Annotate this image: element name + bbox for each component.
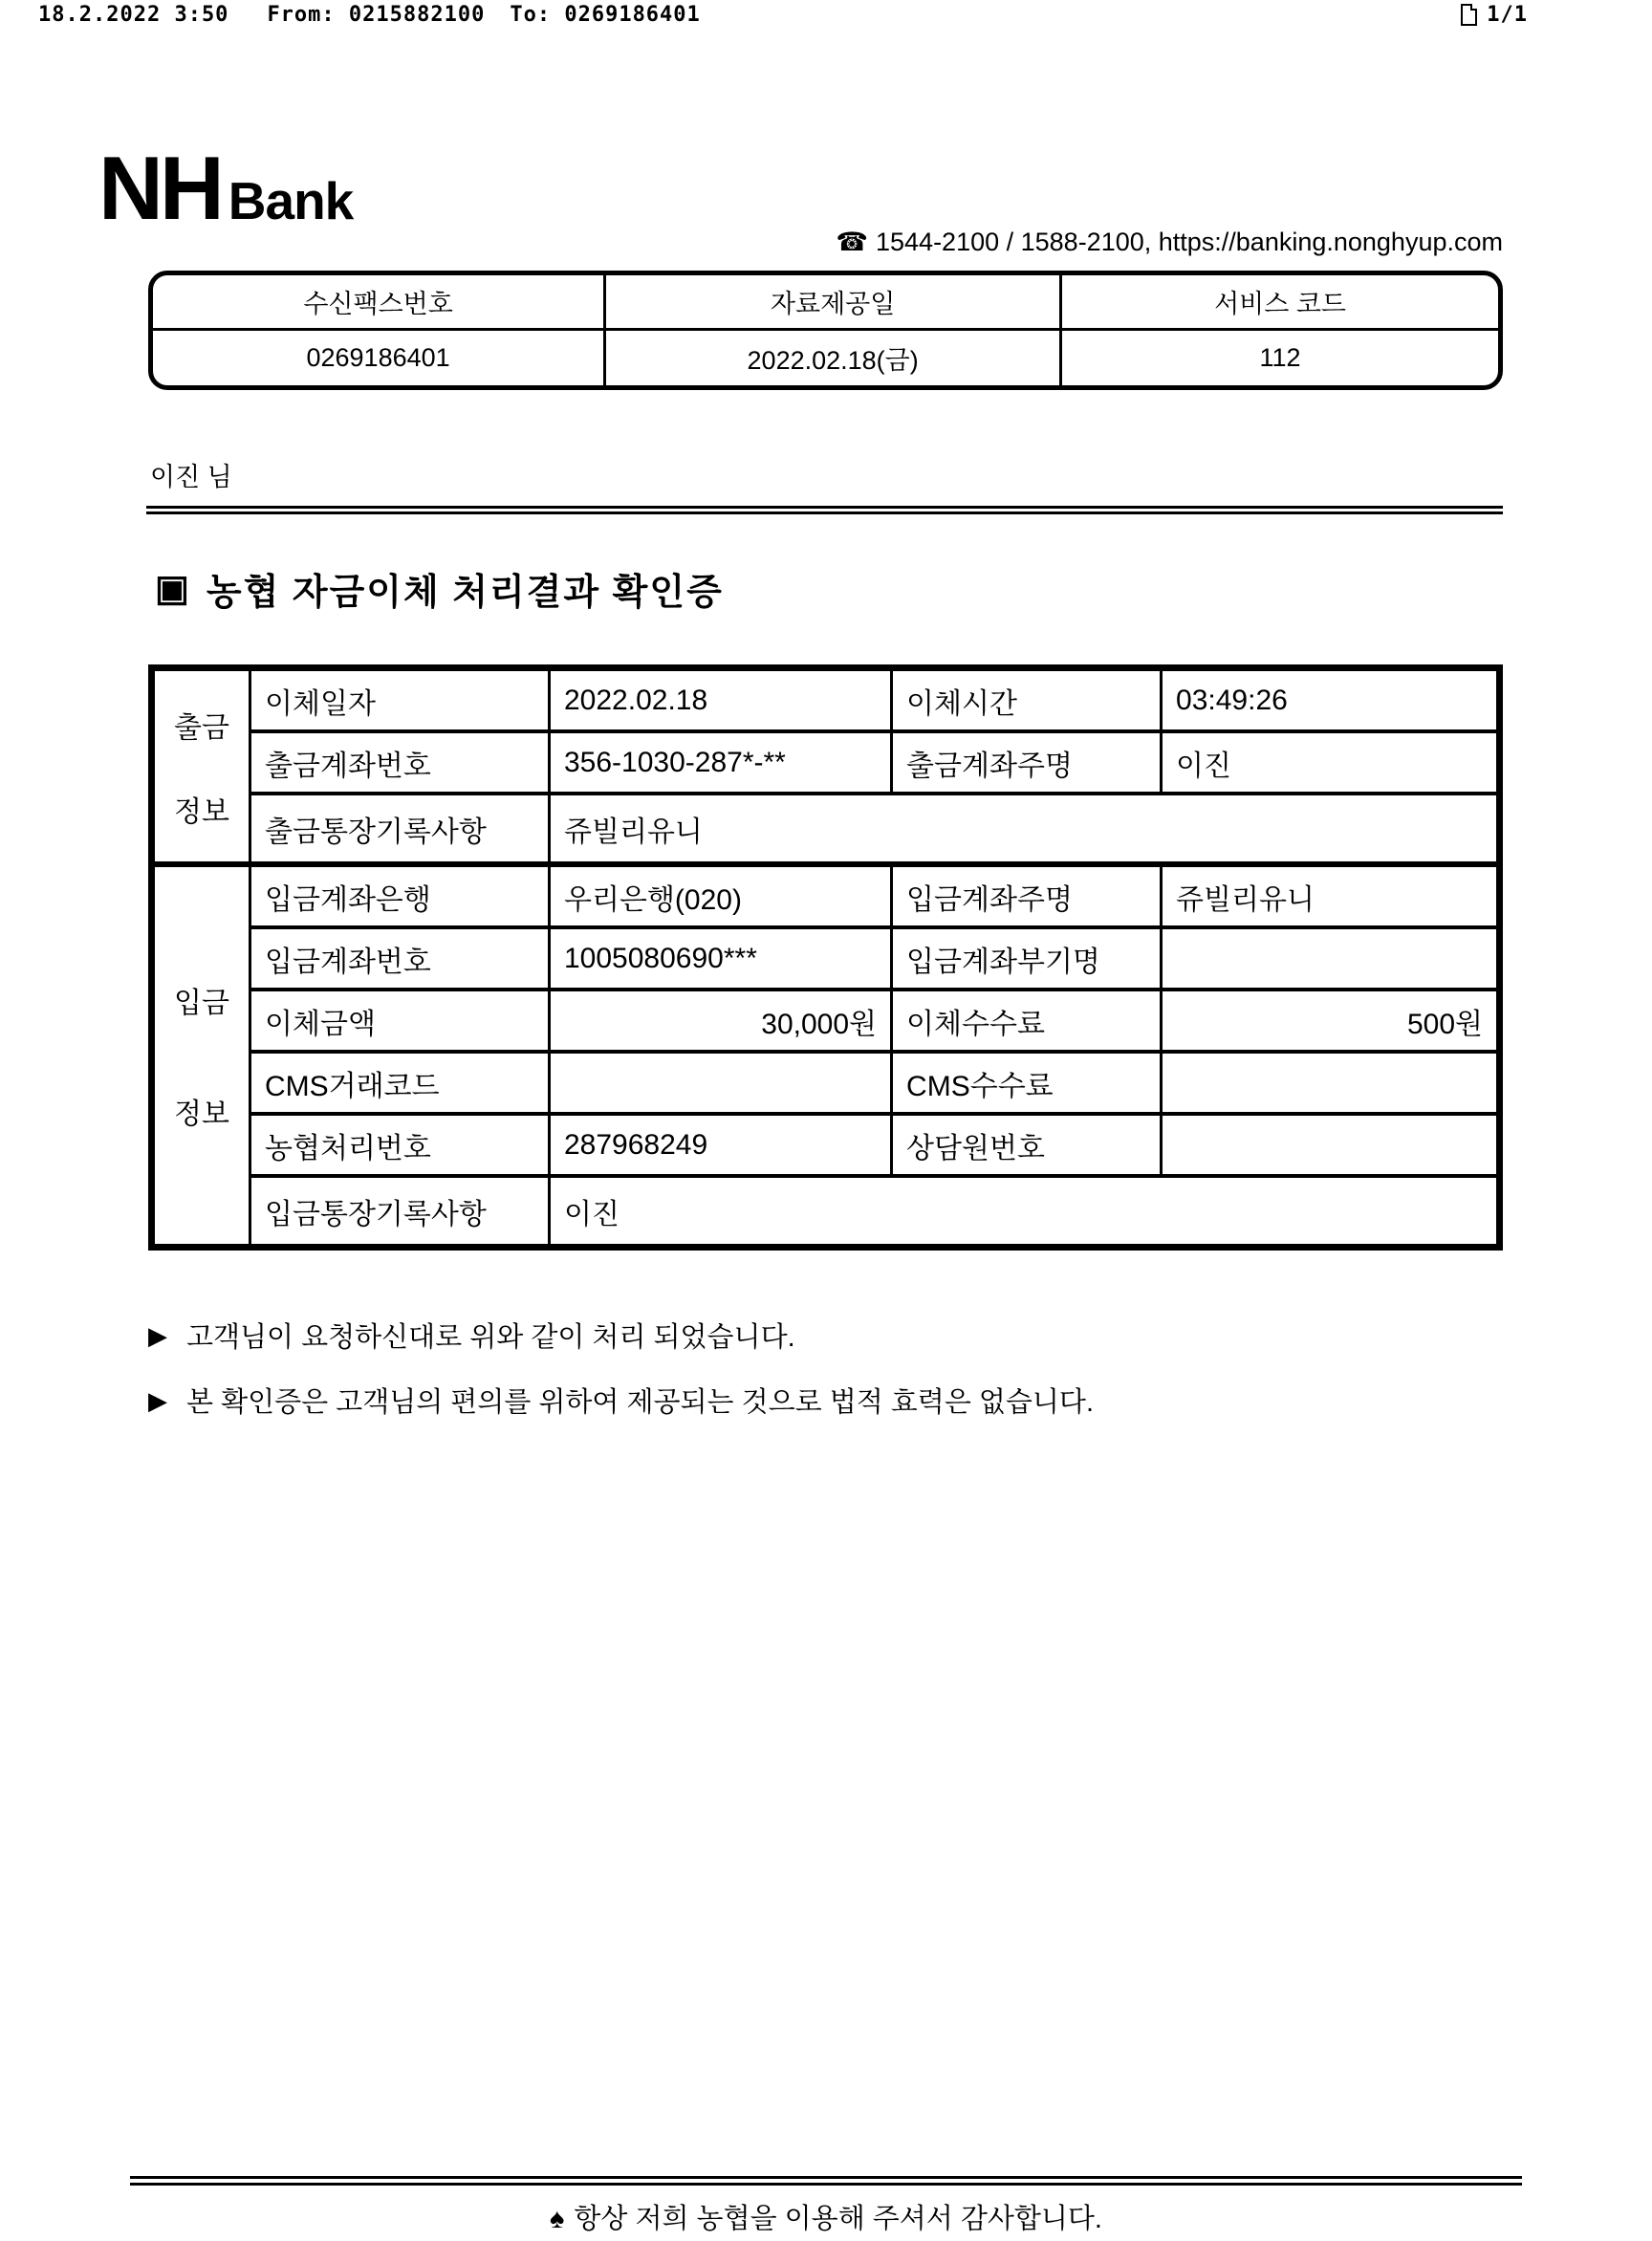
cms-transaction-code-value: [551, 1054, 893, 1112]
deposit-account-alias-label: 입금계좌부기명: [893, 929, 1163, 988]
withdrawal-passbook-note-value: 쥬빌리유니: [564, 816, 703, 848]
nh-bank-logo: [98, 138, 354, 238]
spade-icon: ♠: [549, 2204, 565, 2234]
nh-logo-mark: NH: [98, 138, 221, 238]
table-row: [251, 671, 1496, 733]
deposit-rows: [251, 867, 1496, 1244]
deposit-account-number-value: 1005080690***: [551, 929, 893, 988]
document-title-text: 농협 자금이체 처리결과 확인증: [206, 573, 724, 613]
deposit-account-alias-value: [1163, 929, 1496, 988]
table-row: [251, 1178, 1496, 1244]
info-header-fax-number: 수신팩스번호: [153, 275, 606, 331]
deposit-bank-value: 우리은행(020): [551, 867, 893, 925]
deposit-group-header: [155, 867, 251, 1244]
footer-thanks-message: [0, 2197, 1652, 2236]
transfer-amount-label: 이체금액: [251, 991, 551, 1050]
withdrawal-group-line2: 정보: [174, 795, 229, 828]
nh-process-number-label: 농협처리번호: [251, 1116, 551, 1174]
withdrawal-rows: [251, 671, 1496, 861]
withdrawal-section: [155, 671, 1496, 867]
info-value-service-code: 112: [1259, 342, 1301, 372]
transfer-amount-value: 30,000원: [551, 991, 893, 1050]
contact-text: 1544-2100 / 1588-2100, https://banking.nonghyup.com: [876, 228, 1503, 256]
page-icon-fold: [1470, 4, 1477, 11]
document-title: [155, 562, 724, 615]
transfer-time-label: 이체시간: [893, 671, 1163, 729]
fax-to-number: To: 0269186401: [510, 3, 701, 27]
cms-transaction-code-label: CMS거래코드: [251, 1054, 551, 1112]
cms-fee-value: [1163, 1054, 1496, 1112]
withdrawal-group-header: [155, 671, 251, 861]
fax-info-table: [148, 271, 1503, 390]
info-value-provide-date: 2022.02.18(금): [606, 331, 1062, 386]
notes-block: [148, 1316, 1094, 1446]
agent-number-label: 상담원번호: [893, 1116, 1163, 1174]
note-bullet-icon: ▶: [148, 1385, 167, 1415]
deposit-bank-label: 입금계좌은행: [251, 867, 551, 925]
table-row: [251, 1054, 1496, 1116]
page-icon: [1461, 4, 1477, 26]
fax-header-right: [1461, 3, 1528, 27]
title-square-icon: ▣: [155, 569, 191, 609]
transfer-time-value: 03:49:26: [1176, 684, 1288, 716]
fax-datetime: 18.2.2022 3:50: [38, 3, 229, 27]
deposit-group-line1: 입금: [174, 988, 229, 1019]
deposit-group-line2: 정보: [174, 1099, 229, 1130]
info-value-fax-number: 0269186401: [153, 331, 606, 386]
table-row: [251, 795, 1496, 861]
note-bullet-icon: ▶: [148, 1320, 167, 1350]
deposit-section: [155, 867, 1496, 1244]
withdrawal-group-line1: 출금: [174, 711, 229, 744]
table-row: [251, 733, 1496, 795]
phone-icon: ☎: [836, 228, 868, 256]
note-line: [148, 1381, 1094, 1420]
withdrawal-account-number-label: 출금계좌번호: [251, 733, 551, 792]
transfer-fee-label: 이체수수료: [893, 991, 1163, 1050]
transfer-date-label: 이체일자: [251, 671, 551, 729]
withdrawal-passbook-note-label: 출금통장기록사항: [251, 795, 551, 861]
agent-number-value: [1163, 1116, 1496, 1174]
transfer-fee-value: 500원: [1406, 1008, 1483, 1040]
withdrawal-account-number-value: 356-1030-287*-**: [551, 733, 893, 792]
table-row: [251, 929, 1496, 991]
info-header-provide-date: 자료제공일: [606, 275, 1062, 331]
table-row: [251, 867, 1496, 929]
withdrawal-account-holder-label: 출금계좌주명: [893, 733, 1163, 792]
cms-fee-label: CMS수수료: [893, 1054, 1163, 1112]
transfer-result-table: [148, 664, 1503, 1251]
note-text-processed: 고객님이 요청하신대로 위와 같이 처리 되었습니다.: [186, 1322, 795, 1353]
note-line: [148, 1316, 1094, 1355]
fax-from-number: From: 0215882100: [267, 3, 486, 27]
bank-contact-line: [148, 228, 1503, 257]
deposit-account-number-label: 입금계좌번호: [251, 929, 551, 988]
table-row: [251, 1116, 1496, 1178]
note-text-no-legal-effect: 본 확인증은 고객님의 편의를 위하여 제공되는 것으로 법적 효력은 없습니다.: [186, 1387, 1095, 1418]
recipient-name: 이진 님: [150, 463, 232, 491]
page-count: 1/1: [1487, 3, 1528, 27]
fax-transmission-header: [38, 3, 1528, 27]
deposit-holder-label: 입금계좌주명: [893, 867, 1163, 925]
footer-thanks-text: 항상 저희 농협을 이용해 주셔서 감사합니다.: [574, 2204, 1102, 2234]
info-header-service-code: 서비스 코드: [1062, 275, 1498, 331]
table-row: [251, 991, 1496, 1054]
footer-double-line: [130, 2176, 1522, 2186]
transfer-date-value: 2022.02.18: [551, 671, 893, 729]
fax-header-left: [38, 3, 701, 27]
deposit-passbook-note-label: 입금통장기록사항: [251, 1178, 551, 1244]
deposit-passbook-note-value: 이진: [564, 1198, 620, 1230]
nh-process-number-value: 287968249: [551, 1116, 893, 1174]
deposit-holder-value: 쥬빌리유니: [1176, 883, 1315, 916]
withdrawal-account-holder-value: 이진: [1176, 750, 1232, 782]
divider-double-line: [146, 506, 1503, 514]
nh-logo-bank-word: Bank: [228, 171, 354, 230]
